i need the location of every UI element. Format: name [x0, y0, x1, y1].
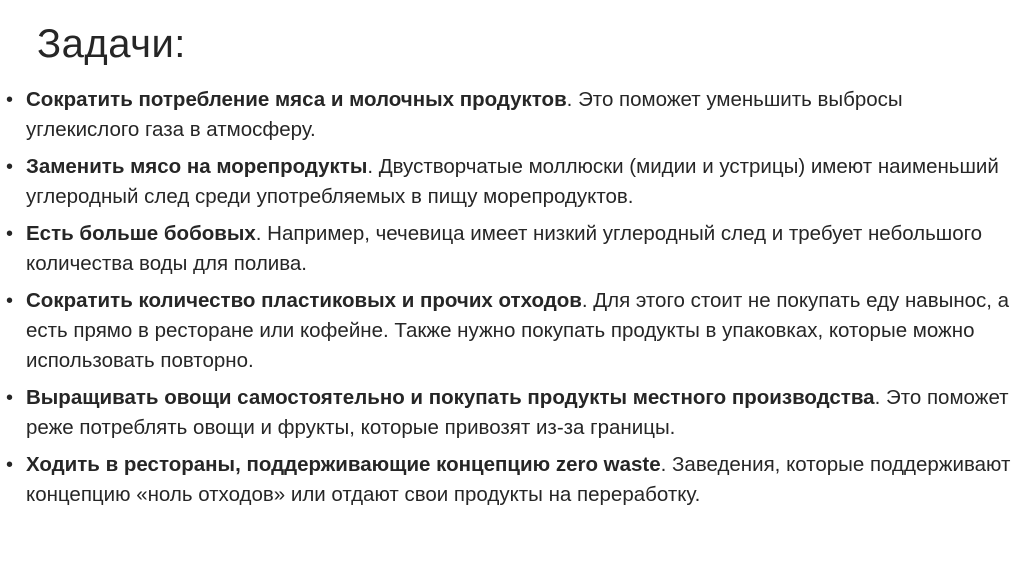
list-item-legumes	[6, 219, 1011, 279]
bullet-icon: •	[6, 387, 14, 409]
list-item-reduce-waste	[6, 286, 1011, 376]
item-text: . Двустворчатые моллюски (мидии и устрицы) имеют наименьший углеродный след среди употребляемых в пищу морепродуктов.	[26, 155, 999, 208]
item-heading: Сократить потребление мяса и молочных продуктов	[26, 88, 567, 111]
list-item-local-produce	[6, 383, 1011, 443]
bullet-icon: •	[6, 89, 14, 111]
item-heading: Сократить количество пластиковых и прочих отходов	[26, 289, 582, 312]
item-heading: Есть больше бобовых	[26, 222, 256, 245]
item-text: . Например, чечевица имеет низкий углеродный след и требует небольшого количества воды для полива.	[26, 222, 983, 275]
slide-title: Задачи:	[37, 22, 186, 66]
item-text: . Это поможет уменьшить выбросы углекислого газа в атмосферу.	[26, 88, 903, 141]
item-text: . Для этого стоит не покупать еду навынос, а есть прямо в ресторане или кофейне. Также нужно покупать продукты в упаковках, которые можно использовать повторно.	[26, 289, 1010, 372]
bullet-icon: •	[6, 223, 14, 245]
item-heading: Ходить в рестораны, поддерживающие концепцию zero waste	[26, 453, 661, 476]
list-item-seafood	[6, 152, 1011, 212]
item-heading: Выращивать овощи самостоятельно и покупать продукты местного производства	[26, 386, 875, 409]
item-heading: Заменить мясо на морепродукты	[26, 155, 368, 178]
bullet-icon: •	[6, 454, 14, 476]
item-text: . Заведения, которые поддерживают концепцию «ноль отходов» или отдают свои продукты на переработку.	[26, 453, 1011, 506]
task-list	[6, 85, 1011, 517]
bullet-icon: •	[6, 290, 14, 312]
item-text: . Это поможет реже потреблять овощи и фрукты, которые привозят из-за границы.	[26, 386, 1009, 439]
list-item-reduce-meat-dairy	[6, 85, 1011, 145]
list-item-zero-waste	[6, 450, 1011, 510]
bullet-icon: •	[6, 156, 14, 178]
